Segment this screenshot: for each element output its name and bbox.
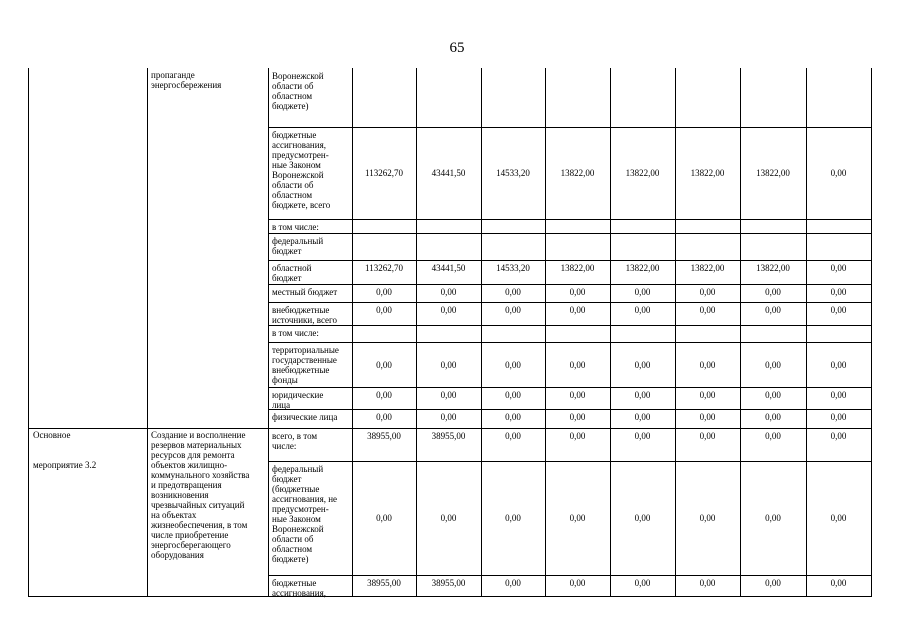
table-cell-value: 0,00 [699,513,716,523]
funding-source: федеральный бюджет (бюджетные ассигнования, не предусмотрен- ные Законом Воронежской области об областном бюджете) [272,464,338,564]
table-cell-value: 0,00 [505,287,521,297]
table-cell-value: 0,00 [505,305,521,315]
table-cell-value: 0,00 [376,513,392,523]
table-vertical-rule [268,68,269,596]
table-cell-value: 0,00 [830,390,847,400]
table-cell-value: 13822,00 [690,168,725,178]
table-cell-value: 43441,50 [431,263,466,273]
funding-source: федеральный бюджет [272,236,324,256]
table-cell-value: 0,00 [830,168,847,178]
table-horizontal-rule [268,233,872,234]
table-cell-value: 0,00 [440,412,457,422]
table-cell-value: 0,00 [699,359,716,370]
table-cell-value: 0,00 [569,578,586,588]
table-cell-value: 0,00 [699,390,716,400]
table-cell-value: 38955,00 [367,431,401,441]
table-cell-value: 0,00 [830,263,847,273]
table-horizontal-rule [268,127,872,128]
table-horizontal-rule [28,428,872,429]
table-horizontal-rule [268,461,872,462]
table-cell-value: 0,00 [830,412,847,422]
table-horizontal-rule [28,596,872,597]
table-cell-value: 0,00 [569,412,586,422]
table-cell-value: 0,00 [765,412,781,422]
funding-source: бюджетные ассигнования, [272,578,326,598]
table-cell-value: 0,00 [765,390,781,400]
table-cell-value: 0,00 [634,412,651,422]
table-cell-value: 0,00 [440,513,457,523]
table-cell-value: 0,00 [699,287,716,297]
funding-source: областной бюджет [272,263,312,283]
table-horizontal-rule [268,260,872,261]
table-cell-value: 0,00 [569,513,586,523]
table-cell-value: 0,00 [830,578,847,588]
table-cell-value: 0,00 [699,578,716,588]
page-number: 65 [449,40,465,56]
table-cell-value: 0,00 [569,359,586,370]
table-cell-value: 0,00 [765,578,781,588]
table-cell-value: 13822,00 [560,263,595,273]
table-cell-value: 0,00 [634,359,651,370]
table-cell-value: 13822,00 [560,168,595,178]
table-cell-value: 0,00 [440,359,457,370]
table-cell-value: 13822,00 [756,168,790,178]
table-cell-value: 13822,00 [756,263,790,273]
funding-source: местный бюджет [272,287,338,297]
table-cell-value: 0,00 [634,513,651,523]
table-cell-value: 0,00 [505,359,521,370]
table-cell-value: 0,00 [569,305,586,315]
table-cell-value: 0,00 [569,390,586,400]
table-cell-value: 0,00 [634,578,651,588]
table-cell-value: 0,00 [634,287,651,297]
funding-source: бюджетные ассигнования, предусмотрен- ные Законом Воронежской области об областном бюджете, всего [272,130,331,210]
table-vertical-rule [28,68,29,596]
table-cell-value: 0,00 [634,390,651,400]
table-cell-value: 0,00 [830,305,847,315]
table-cell-value: 0,00 [505,390,521,400]
table-cell-value: 0,00 [765,359,781,370]
table-cell-value: 0,00 [376,287,392,297]
table-cell-value: 43441,50 [431,168,466,178]
table-cell-value: 0,00 [505,431,521,441]
table-cell-value: 0,00 [569,287,586,297]
table-cell-value: 38955,00 [431,431,466,441]
table-horizontal-rule [268,575,872,576]
table-cell-value: 0,00 [376,390,392,400]
table-cell-value: 0,00 [830,359,847,370]
table-cell-value: 13822,00 [625,168,660,178]
table-cell-value: 0,00 [376,412,392,422]
table-horizontal-rule [268,409,872,410]
funding-source: в том числе: [272,222,319,232]
table-cell-value: 14533,20 [496,263,530,273]
table-cell-value: 0,00 [440,305,457,315]
table-cell-value: 0,00 [830,513,847,523]
table-horizontal-rule [268,284,872,285]
table-cell-value: 13822,00 [625,263,660,273]
table-cell-value: 0,00 [699,305,716,315]
event-name: Создание и восполнение резервов материальных ресурсов для ремонта объектов жилищно- коммунального хозяйства и предотвращения возникновения чрезвычайных ситуаций на объектах жизнеобеспечения, в том числе приобретение энергосберегающего оборудования [151,430,250,560]
table-horizontal-rule [268,302,872,303]
table-cell-value: 0,00 [765,513,781,523]
table-cell-value: 0,00 [765,305,781,315]
funding-source: всего, в том числе: [272,431,318,451]
funding-source: в том числе: [272,328,319,338]
funding-source: юридические лица [272,390,324,410]
table-cell-value: 0,00 [699,412,716,422]
table-cell-value: 0,00 [505,513,521,523]
funding-source: внебюджетные источники, всего [272,305,338,325]
table-vertical-rule [147,68,148,596]
event-name: пропаганде энергосбережения [151,70,222,90]
table-cell-value: 0,00 [830,287,847,297]
table-cell-value: 0,00 [505,412,521,422]
table-horizontal-rule [268,342,872,343]
table-cell-value: 113262,70 [365,263,403,273]
table-cell-value: 0,00 [765,287,781,297]
table-vertical-rule [871,68,872,596]
funding-source: физические лица [272,412,338,422]
table-cell-value: 38955,00 [431,578,466,588]
table-cell-value: 14533,20 [496,168,530,178]
table-cell-value: 0,00 [699,431,716,441]
table-horizontal-rule [268,325,872,326]
table-cell-value: 0,00 [440,287,457,297]
funding-table [28,68,871,596]
table-cell-value: 0,00 [634,305,651,315]
table-cell-value: 0,00 [505,578,521,588]
table-cell-value: 0,00 [376,305,392,315]
table-cell-value: 13822,00 [690,263,725,273]
table-horizontal-rule [268,219,872,220]
funding-source: территориальные государственные внебюджетные фонды [272,345,339,385]
table-cell-value: 113262,70 [365,168,403,178]
table-cell-value: 0,00 [376,359,392,370]
table-cell-value: 0,00 [634,431,651,441]
funding-source: Воронежской области об областном бюджете) [272,71,324,111]
table-horizontal-rule [268,387,872,388]
table-cell-value: 0,00 [830,431,847,441]
event-category: Основное мероприятие 3.2 [33,430,97,470]
table-cell-value: 38955,00 [367,578,401,588]
table-cell-value: 0,00 [765,431,781,441]
table-cell-value: 0,00 [569,431,586,441]
table-cell-value: 0,00 [440,390,457,400]
